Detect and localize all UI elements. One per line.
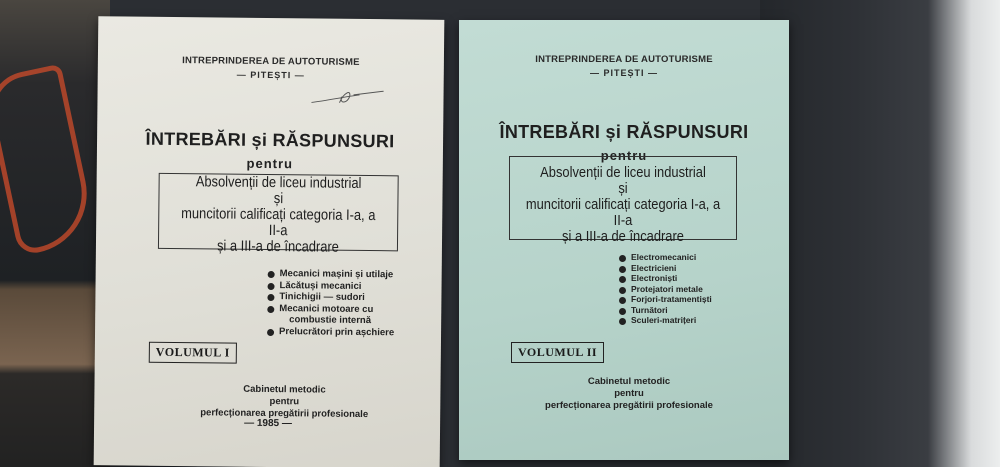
publisher-city: — PITEȘTI — — [236, 69, 305, 81]
background-right — [760, 0, 1000, 467]
cabinet-line: Cabinetul metodic — [243, 383, 326, 396]
cabinet-line: perfecționarea pregătirii profesionale — [545, 400, 713, 411]
list-item: Electroniști — [619, 273, 712, 284]
publication-year: — 1985 — — [244, 417, 292, 430]
list-item: Tinichigii — sudori — [267, 291, 394, 304]
list-item: Turnători — [619, 305, 712, 316]
list-item: Lăcătuși mecanici — [267, 279, 394, 292]
book-title: ÎNTREBĂRI și RĂSPUNSURI — [145, 128, 395, 152]
audience-box — [509, 156, 737, 245]
box-line: muncitorii calificați categoria I-a, a II-a — [181, 205, 376, 240]
handwritten-signature — [309, 84, 389, 109]
audience-box — [158, 173, 399, 256]
volume-label: VOLUMUL I — [149, 342, 237, 364]
specialties-list — [619, 252, 712, 326]
cabinet-text — [529, 376, 729, 412]
list-item: Electromecanici — [619, 252, 712, 263]
box-line: și a III-a de încadrare — [216, 237, 339, 256]
box-line: și a III-a de încadrare — [562, 228, 684, 245]
box-line: Absolvenții de liceu industrial — [540, 164, 706, 181]
publisher-city: — PITEȘTI — — [589, 68, 658, 78]
list-item: Prelucrători prin așchiere — [267, 325, 394, 338]
list-item: combustie internă — [289, 314, 372, 327]
list-item: Mecanici mașini și utilaje — [268, 268, 395, 281]
list-item: Mecanici motoare cu — [267, 302, 394, 315]
list-item: Protejatori metale — [619, 284, 712, 295]
specialties-list — [267, 268, 395, 338]
box-line: și — [618, 180, 628, 197]
volume-label: VOLUMUL II — [511, 342, 604, 363]
publisher-name: INTREPRINDEREA DE AUTOTURISME — [535, 54, 713, 65]
book-cover-volume-1 — [94, 16, 445, 467]
subtitle-pentru: pentru — [246, 155, 294, 172]
cabinet-line: pentru — [614, 388, 644, 399]
box-line: și — [273, 190, 284, 208]
list-item: Forjori-tratamentiști — [619, 294, 712, 305]
book-cover-volume-2 — [459, 20, 789, 460]
box-line: muncitorii calificați categoria I-a, a II-a — [525, 196, 721, 229]
list-item: Sculeri-matrițeri — [619, 315, 712, 326]
cabinet-line: Cabinetul metodic — [587, 376, 671, 387]
publisher-name: INTREPRINDEREA DE AUTOTURISME — [182, 55, 360, 68]
box-line: Absolvenții de liceu industrial — [195, 173, 362, 192]
cabinet-line: pentru — [269, 396, 300, 408]
subtitle-pentru: pentru — [600, 148, 648, 163]
cabinet-text — [184, 383, 384, 421]
list-item: Electricieni — [619, 263, 712, 274]
cabinet-line: perfecționarea pregătirii profesionale — [200, 407, 369, 421]
book-title: ÎNTREBĂRI și RĂSPUNSURI — [499, 122, 749, 142]
